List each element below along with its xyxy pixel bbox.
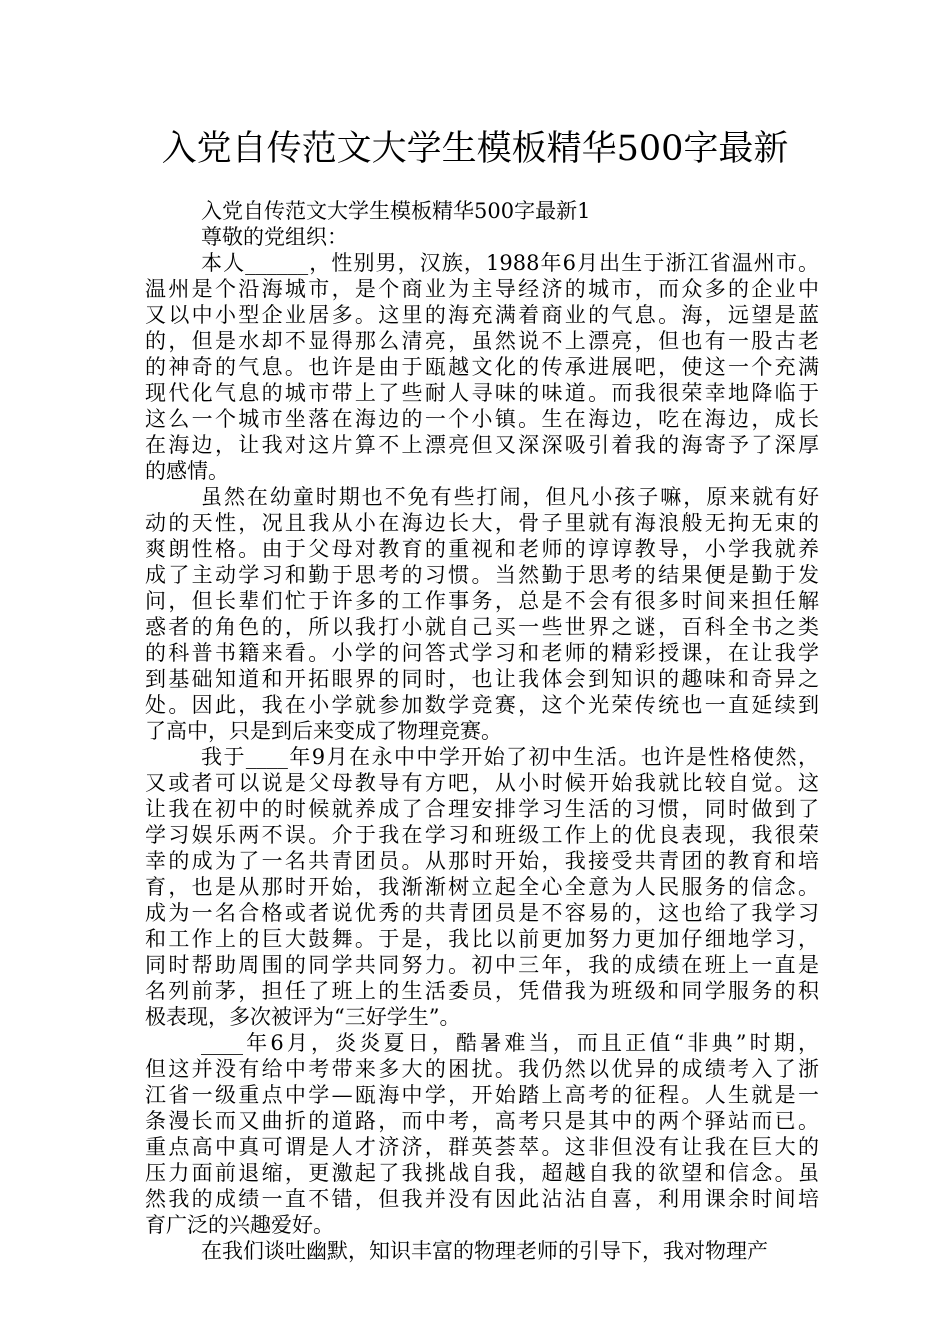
paragraph-line: 惑者的角色的，所以我打小就自己买一些世界之谜，百科全书之类 bbox=[145, 615, 819, 639]
paragraph-line: 的，但是水却不显得那么清亮，虽然说不上漂亮，但也有一股古老 bbox=[145, 329, 819, 353]
paragraph-line: 处。因此，我在小学就参加数学竞赛，这个光荣传统也一直延续到 bbox=[145, 693, 819, 717]
paragraph-line: 条漫长而又曲折的道路，而中考，高考只是其中的两个驿站而已。 bbox=[145, 1109, 819, 1133]
paragraph-line: 同时帮助周围的同学共同努力。初中三年，我的成绩在班上一直是 bbox=[145, 953, 819, 977]
paragraph-line: 问，但长辈们忙于许多的工作事务，总是不会有很多时间来担任解 bbox=[145, 589, 819, 613]
paragraph-line: 在我们谈吐幽默，知识丰富的物理老师的引导下，我对物理产 bbox=[201, 1239, 768, 1263]
paragraph-list bbox=[145, 250, 819, 1264]
paragraph-line: 名列前茅，担任了班上的生活委员，凭借我为班级和同学服务的积 bbox=[145, 979, 819, 1003]
salutation: 尊敬的党组织： bbox=[201, 225, 348, 249]
paragraph-line: 育，也是从那时开始，我渐渐树立起全心全意为人民服务的信念。 bbox=[145, 875, 819, 899]
paragraph-line: 成了主动学习和勤于思考的习惯。当然勤于思考的结果便是勤于发 bbox=[145, 563, 819, 587]
paragraph bbox=[145, 1030, 819, 1238]
paragraph bbox=[145, 1238, 819, 1264]
paragraph-line: 的感情。 bbox=[145, 459, 229, 483]
paragraph-line: 现代化气息的城市带上了些耐人寻味的味道。而我很荣幸地降临于 bbox=[145, 381, 819, 405]
paragraph-line: 在海边，让我对这片算不上漂亮但又深深吸引着我的海寄予了深厚 bbox=[145, 433, 819, 457]
paragraph-line: 极表现，多次被评为“三好学生”。 bbox=[145, 1005, 461, 1029]
paragraph bbox=[145, 484, 819, 744]
paragraph-line: 动的天性，况且我从小在海边长大，骨子里就有海浪般无拘无束的 bbox=[145, 511, 819, 535]
paragraph-line: 又或者可以说是父母教导有方吧，从小时候开始我就比较自觉。这 bbox=[145, 771, 819, 795]
paragraph-line: 爽朗性格。由于父母对教育的重视和老师的谆谆教导，小学我就养 bbox=[145, 537, 819, 561]
paragraph-line: 压力面前退缩，更激起了我挑战自我，超越自我的欲望和信念。虽 bbox=[145, 1161, 819, 1185]
paragraph-line: ____年6月，炎炎夏日，酷暑难当，而且正值“非典”时期， bbox=[201, 1031, 819, 1055]
paragraph-line: 温州是个沿海城市，是个商业为主导经济的城市，而众多的企业中 bbox=[145, 277, 819, 301]
paragraph-line: 成为一名合格或者说优秀的共青团员是不容易的，这也给了我学习 bbox=[145, 901, 819, 925]
paragraph-line: 学习娱乐两不误。介于我在学习和班级工作上的优良表现，我很荣 bbox=[145, 823, 819, 847]
paragraph bbox=[145, 250, 819, 484]
document-title: 入党自传范文大学生模板精华500字最新 bbox=[161, 129, 789, 169]
paragraph-line: 的神奇的气息。也许是由于瓯越文化的传承进展吧，使这一个充满 bbox=[145, 355, 819, 379]
paragraph-line: 又以中小型企业居多。这里的海充满着商业的气息。海，远望是蓝 bbox=[145, 303, 819, 327]
paragraph-line: 江省一级重点中学—瓯海中学，开始踏上高考的征程。人生就是一 bbox=[145, 1083, 819, 1107]
paragraph-line: 我于____年9月在永中中学开始了初中生活。也许是性格使然， bbox=[201, 745, 819, 769]
paragraph-line: 重点高中真可谓是人才济济，群英荟萃。这非但没有让我在巨大的 bbox=[145, 1135, 819, 1159]
paragraph-line: 到基础知道和开拓眼界的同时，也让我体会到知识的趣味和奇异之 bbox=[145, 667, 819, 691]
paragraph-line: 幸的成为了一名共青团员。从那时开始，我接受共青团的教育和培 bbox=[145, 849, 819, 873]
paragraph-line: 让我在初中的时候就养成了合理安排学习生活的习惯，同时做到了 bbox=[145, 797, 819, 821]
paragraph-line: 虽然在幼童时期也不免有些打闹，但凡小孩子嘛，原来就有好 bbox=[201, 485, 819, 509]
paragraph-line: 了高中，只是到后来变成了物理竞赛。 bbox=[145, 719, 502, 743]
paragraph-line: 育广泛的兴趣爱好。 bbox=[145, 1213, 334, 1237]
document-body bbox=[145, 198, 819, 1264]
paragraph-line: 这么一个城市坐落在海边的一个小镇。生在海边，吃在海边，成长 bbox=[145, 407, 819, 431]
paragraph-line: 的科普书籍来看。小学的问答式学习和老师的精彩授课，在让我学 bbox=[145, 641, 819, 665]
paragraph-line: 但这并没有给中考带来多大的困扰。我仍然以优异的成绩考入了浙 bbox=[145, 1057, 819, 1081]
document-subtitle: 入党自传范文大学生模板精华500字最新1 bbox=[201, 199, 591, 223]
paragraph-line: 和工作上的巨大鼓舞。于是，我比以前更加努力更加仔细地学习， bbox=[145, 927, 819, 951]
paragraph-line: 然我的成绩一直不错，但我并没有因此沾沾自喜，利用课余时间培 bbox=[145, 1187, 819, 1211]
paragraph bbox=[145, 744, 819, 1030]
paragraph-line: 本人______，性别男，汉族，1988年6月出生于浙江省温州市。 bbox=[201, 251, 819, 275]
